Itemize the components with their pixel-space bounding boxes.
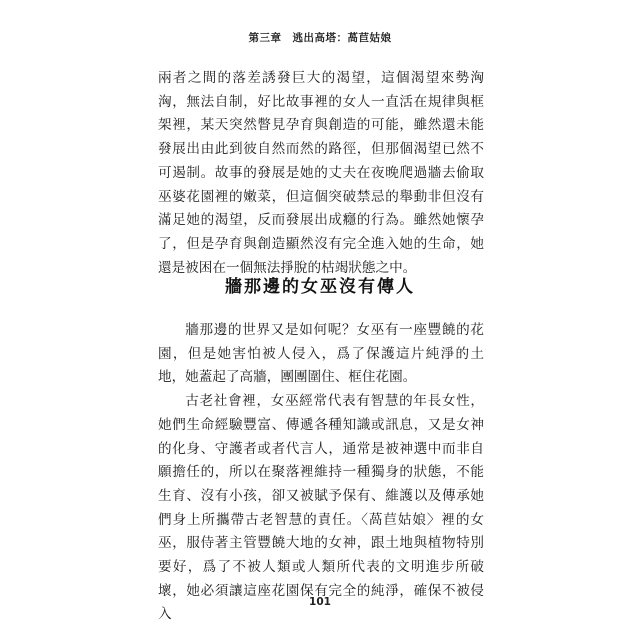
section-heading: 牆那邊的女巫沒有傳人 — [225, 277, 415, 297]
paragraph: 牆那邊的世界又是如何呢？女巫有一座豐饒的花園，但是她害怕被人侵入，爲了保護這片純淨的土地，她蓋起了高牆，團團圍住、框住花園。 — [158, 322, 484, 386]
page-number: 101 — [309, 596, 331, 608]
running-header: 第三章 逃出高塔：萵苣姑娘 — [248, 32, 392, 44]
paragraph: 古老社會裡，女巫經常代表有智慧的年長女性，她們生命經驗豐富、傳遞各種知識或訊息，又是女神的化身、守護者或者代言人，通常是被神選中而非自願擔任的，所以在聚落裡維持一種獨身的狀態，不能生育、沒有小孩，卻又被賦予保有、維護以及傳承她們身上所攜帶古老智慧的責任。〈萵苣姑娘〉裡的女巫，服侍著主管豐饒大地的女神，跟土地與植物特別要好，爲了不被人類或人類所代表的文明進步所破壞，她必須讓這座花園保有完全的純淨，確保不被侵入 — [158, 393, 484, 623]
opening-paragraph-block — [158, 67, 484, 280]
section-body — [158, 319, 484, 627]
paragraph: 兩者之間的落差誘發巨大的渴望，這個渴望來勢洶洶，無法自制，好比故事裡的女人一直活在規律與框架裡，某天突然瞥見孕育與創造的可能，雖然還未能發展出由此到彼自然而然的路徑，但那個渴望已然不可遏制。故事的發展是她的丈夫在夜晚爬過牆去偷取巫婆花園裡的嫩菜，但這個突破禁忌的舉動非但沒有滿足她的渴望，反而發展出成癮的行為。雖然她懷孕了，但是孕育與創造顯然沒有完全進入她的生命，她還是被困在一個無法掙脫的枯竭狀態之中。 — [158, 70, 484, 276]
